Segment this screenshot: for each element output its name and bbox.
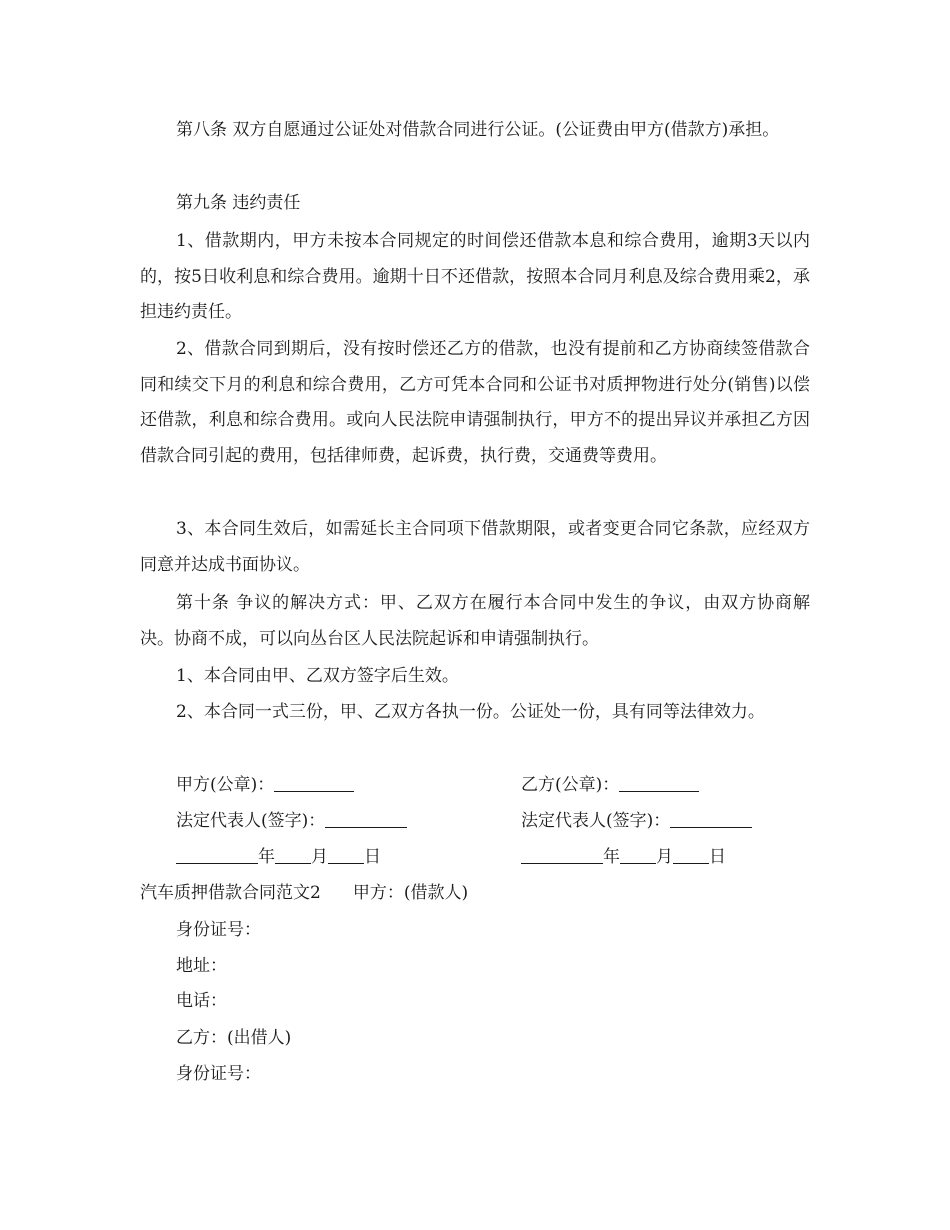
party-a-legal-rep-blank [325, 807, 407, 828]
party-b-seal-blank [619, 771, 699, 792]
party-a-seal-line [176, 768, 354, 803]
article-9-item-2: 2、借款合同到期后，没有按时偿还乙方的借款，也没有提前和乙方协商续签借款合同和续交下月的利息和综合费用，乙方可凭本合同和公证书对质押物进行处分(销售)以偿还借款，利息和综合费用。或向人民法院申请强制执行，甲方不的提出异议并承担乙方因借款合同引起的费用，包括律师费，起诉费，执行费，交通费等费用。 [140, 339, 810, 466]
party-a-month-blank [275, 843, 311, 864]
article-9-item-1: 1、借款期内，甲方未按本合同规定的时间偿还借款本息和综合费用，逾期3天以内的，按5日收利息和综合费用。逾期十日不还借款，按照本合同月利息及综合费用乘2，承担违约责任。 [140, 231, 810, 322]
day-label: 日 [709, 847, 726, 867]
article-10-item-1: 1、本合同由甲、乙双方签字后生效。 [176, 666, 459, 686]
party-b-seal-line [521, 768, 699, 803]
contract-2-id-a: 身份证号： [176, 920, 261, 940]
article-9-item-3: 3、本合同生效后，如需延长主合同项下借款期限，或者变更合同它条款，应经双方同意并达成书面协议。 [140, 519, 810, 575]
article-8-paragraph: 第八条 双方自愿通过公证处对借款合同进行公证。(公证费由甲方(借款方)承担。 [176, 120, 780, 140]
article-9-title: 第九条 违约责任 [176, 193, 301, 213]
party-b-legal-rep-line [521, 804, 752, 839]
party-b-seal-label: 乙方(公章)： [521, 775, 620, 795]
party-b-day-blank [673, 843, 709, 864]
party-b-legal-rep-blank [670, 807, 752, 828]
contract-2-phone: 电话： [176, 991, 227, 1011]
contract-2-party-a: 甲方：(借款人) [352, 883, 469, 903]
party-b-month-blank [620, 843, 656, 864]
party-b-date-line [521, 840, 726, 875]
contract-2-title: 汽车质押借款合同范文2 [140, 883, 321, 903]
party-a-legal-rep-line [176, 804, 407, 839]
party-a-date-line [176, 840, 381, 875]
month-label: 月 [311, 847, 328, 867]
party-a-seal-label: 甲方(公章)： [176, 775, 275, 795]
article-10-paragraph: 第十条 争议的解决方式：甲、乙双方在履行本合同中发生的争议，由双方协商解决。协商不成，可以向丛台区人民法院起诉和申请强制执行。 [140, 593, 810, 649]
month-label: 月 [656, 847, 673, 867]
party-a-day-blank [328, 843, 364, 864]
contract-2-header [140, 876, 468, 911]
party-b-year-blank [521, 843, 603, 864]
party-a-year-blank [176, 843, 258, 864]
year-label: 年 [258, 847, 275, 867]
article-10-item-2: 2、本合同一式三份，甲、乙双方各执一份。公证处一份，具有同等法律效力。 [176, 702, 765, 722]
contract-2-address: 地址： [176, 956, 227, 976]
party-b-legal-rep-label: 法定代表人(签字)： [521, 811, 671, 831]
party-a-seal-blank [274, 771, 354, 792]
contract-2-id-b: 身份证号： [176, 1064, 261, 1084]
day-label: 日 [364, 847, 381, 867]
party-a-legal-rep-label: 法定代表人(签字)： [176, 811, 326, 831]
year-label: 年 [603, 847, 620, 867]
contract-2-party-b: 乙方：(出借人) [176, 1028, 292, 1048]
